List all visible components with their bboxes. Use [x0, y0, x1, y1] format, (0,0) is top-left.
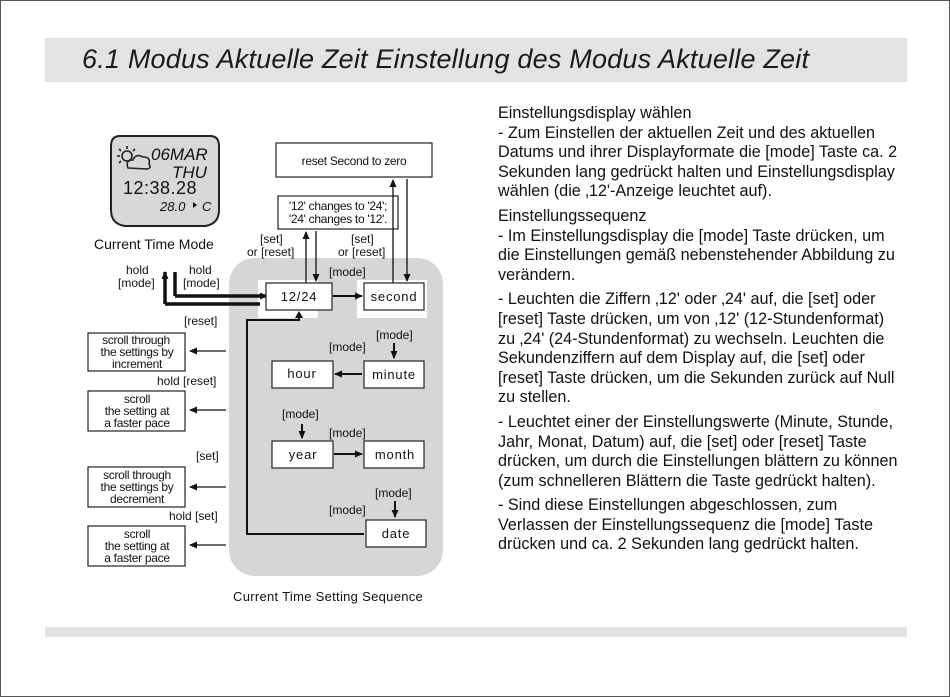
decrement-line2: the settings by [100, 480, 174, 494]
section-select-display [498, 104, 898, 202]
inc-fast-line3: a faster pace [104, 416, 170, 430]
node-minute-label: minute [372, 367, 416, 382]
set-label: [set] [196, 449, 219, 463]
increment-line1: scroll through [102, 333, 170, 347]
hold-reset-label: hold [reset] [157, 374, 217, 388]
section2-para4: - Sind diese Einstellungen abgeschlossen, zum Verlassen der Einstellungssequenz die [mode] Taste drücken und ca. 2 Sekunden lang gedrückt halten. [498, 496, 873, 554]
section1-body: - Zum Einstellen der aktuellen Zeit und des aktuellen Datums und ihrer Displayformate die [mode] Taste ca. 2 Sekunden lang gedrückt halten und Einstellungsdisplay wählen (die ‚12'-Anzeige leuchtet auf). [498, 123, 898, 201]
changes-line1: '12' changes to '24'; [288, 199, 388, 213]
instructions-text [498, 104, 898, 560]
mode-label-g: [mode] [329, 503, 366, 517]
inc-fast-line2: the setting at [104, 404, 170, 418]
dec-fast-line3: a faster pace [104, 551, 170, 565]
inc-fast-line1: scroll [123, 392, 151, 406]
watch-temp-unit: C [202, 199, 212, 214]
watch-display [111, 136, 219, 226]
current-mode-label: Current Time Mode [94, 236, 214, 252]
section2-para3: - Leuchtet einer der Einstellungswerte (Minute, Stunde, Jahr, Monat, Datum) auf, die [set] oder [reset] Taste drücken, um durch die Einstellungen blättern zu können (zum schnelleren Blättern die Taste gedrückt halten). [498, 412, 898, 490]
mode-label-left: [mode] [118, 276, 155, 290]
section1-title: Einstellungsdisplay wählen [498, 104, 692, 122]
increment-line2: the settings by [100, 345, 174, 359]
set-label-right: [set] [351, 232, 374, 246]
hold-label-left: hold [126, 263, 149, 277]
hold-label-right: hold [189, 263, 212, 277]
dec-fast-line2: the setting at [104, 539, 170, 553]
watch-weekday: THU [172, 163, 207, 182]
reset-second-text: reset Second to zero [301, 154, 407, 168]
mode-label-right: [mode] [183, 276, 220, 290]
mode-label-e: [mode] [329, 426, 366, 440]
node-12-24-label: 12/24 [280, 289, 318, 304]
section2-para1: - Im Einstellungsdisplay die [mode] Taste drücken, um die Einstellungen gemäß nebenstehender Abbildung zu verändern. [498, 226, 895, 284]
decrement-line3: decrement [110, 492, 164, 506]
hold-set-label: hold [set] [169, 509, 218, 523]
section2-title: Einstellungssequenz [498, 206, 647, 225]
dec-fast-line1: scroll [123, 527, 151, 541]
decrement-line1: scroll through [103, 468, 171, 482]
footer-bar [45, 627, 907, 637]
sequence-caption: Current Time Setting Sequence [233, 589, 424, 604]
section-sequence [498, 207, 898, 555]
or-reset-label-right: or [reset] [338, 245, 386, 259]
page-title: 6.1 Modus Aktuelle Zeit Einstellung des Modus Aktuelle Zeit [82, 44, 810, 74]
node-second-label: second [370, 289, 418, 304]
section2-para2: - Leuchten die Ziffern ‚12' oder ‚24' auf, die [set] oder [reset] Taste drücken, um von ‚12' (12-Stundenformat) zu ‚24' (24-Stundenformat) zu wechseln. Leuchten die Sekundenziffern auf dem Display auf, die [set] oder [reset] Taste drücken, um die Sekunden zurück auf Null zu stellen. [498, 290, 895, 407]
set-label-left: [set] [260, 232, 283, 246]
node-year-label: year [288, 447, 318, 462]
reset-label: [reset] [184, 314, 218, 328]
node-hour-label: hour [287, 366, 317, 381]
watch-date: 06MAR [151, 145, 208, 164]
watch-temp: 28.0 [160, 199, 186, 214]
node-date-label: date [381, 526, 411, 541]
changes-line2: '24' changes to '12'. [288, 212, 388, 226]
watch-time: 12:38.28 [123, 178, 198, 198]
mode-label-f: [mode] [375, 486, 412, 500]
mode-label-b: [mode] [376, 328, 413, 342]
mode-label-a: [mode] [329, 265, 366, 279]
or-reset-label-left: or [reset] [247, 245, 295, 259]
increment-line3: increment [112, 357, 162, 371]
mode-label-c: [mode] [329, 340, 366, 354]
mode-label-d: [mode] [282, 407, 319, 421]
node-month-label: month [374, 447, 416, 462]
